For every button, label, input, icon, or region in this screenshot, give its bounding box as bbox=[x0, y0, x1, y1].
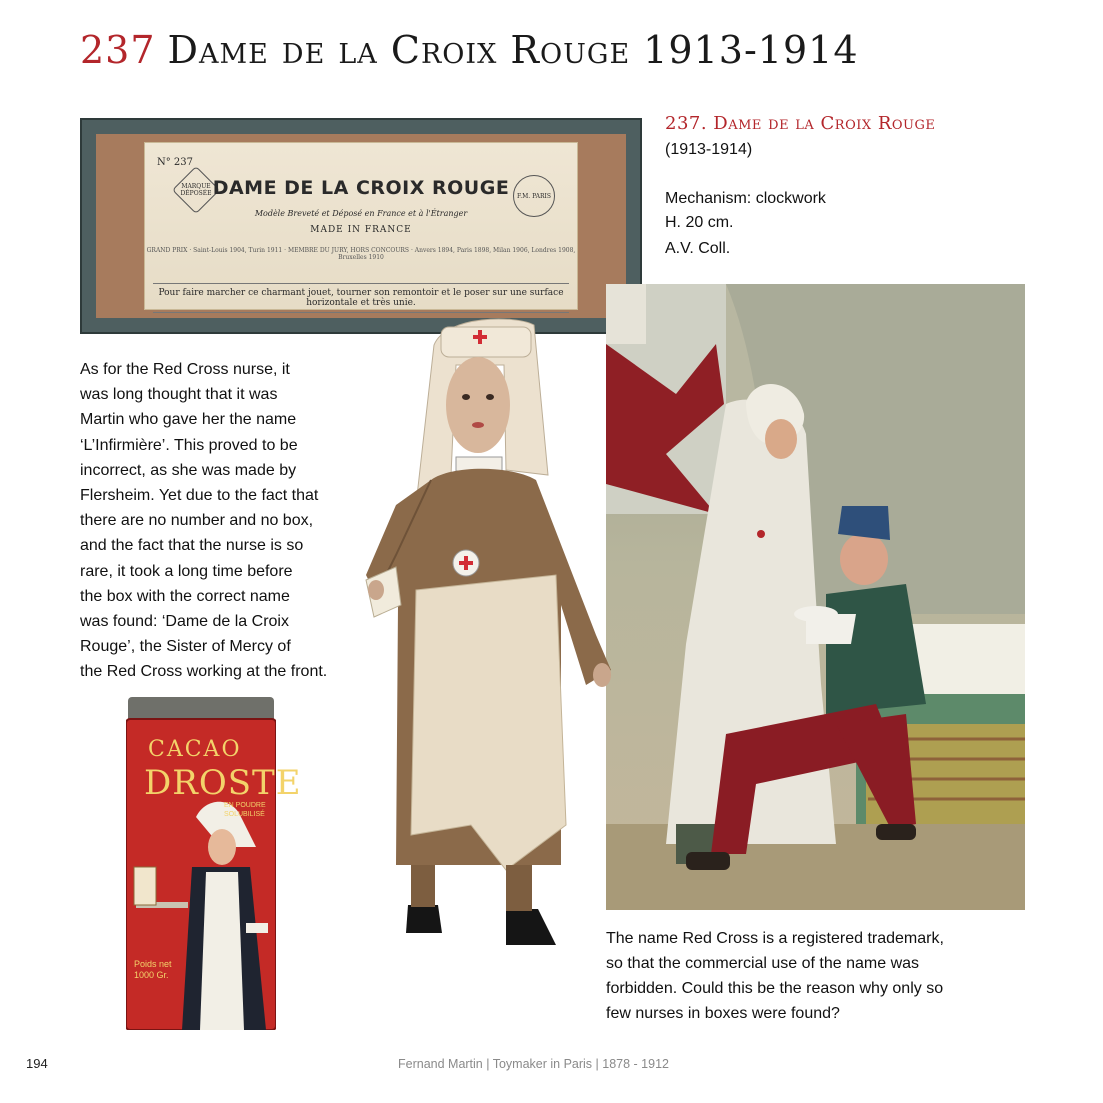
tin-weight: Poids net 1000 Gr. bbox=[134, 959, 172, 980]
note-paragraph bbox=[606, 926, 1026, 1026]
box-small-print: GRAND PRIX · Saint-Louis 1904, Turin 1911 · MEMBRE DU JURY, HORS CONCOURS · Anvers 1894, Paris 1898, Milan 1906, Londres 1908, Bruxelles 1910 bbox=[146, 247, 576, 261]
page-number: 194 bbox=[26, 1056, 48, 1071]
nurse-soldier-illustration bbox=[606, 284, 1025, 910]
note-line: The name Red Cross is a registered trademark, bbox=[606, 930, 944, 947]
nurse-soldier-photo bbox=[606, 284, 1025, 910]
box-instructions: Pour faire marcher ce charmant jouet, tourner son remontoir et le poser sur une surface horizontale et très unie. bbox=[153, 283, 569, 313]
body-line: the box with the correct name bbox=[80, 587, 290, 605]
box-frame bbox=[96, 134, 626, 318]
caption-height: H. 20 cm. bbox=[665, 214, 734, 231]
tin-brand-top: CACAO bbox=[148, 737, 242, 762]
tin-brand-main: DROSTE bbox=[144, 763, 302, 803]
title-text: Dame de la Croix Rouge 1913-1914 bbox=[167, 28, 859, 72]
box-name: DAME DE LA CROIX ROUGE bbox=[212, 177, 510, 199]
droste-cocoa-tin-image bbox=[126, 697, 302, 1030]
body-paragraph bbox=[80, 357, 380, 685]
note-line: few nurses in boxes were found? bbox=[606, 1005, 840, 1022]
nurse-doll-image bbox=[356, 305, 618, 955]
body-line: the Red Cross working at the front. bbox=[80, 663, 328, 681]
body-line: Rouge’, the Sister of Mercy of bbox=[80, 638, 291, 656]
body-line: ‘L’Infirmière’. This proved to be bbox=[80, 436, 298, 454]
seal-right-text: F.M. PARIS bbox=[517, 192, 551, 200]
nurse-doll-illustration bbox=[356, 305, 618, 955]
body-line: was found: ‘Dame de la Croix bbox=[80, 613, 289, 631]
body-line: Flersheim. Yet due to the fact that bbox=[80, 487, 319, 505]
box-number: N° 237 bbox=[157, 157, 194, 168]
body-line: rare, it took a long time before bbox=[80, 562, 293, 580]
seal-left-text: MARQUE DÉPOSÉE bbox=[180, 183, 212, 197]
note-line: forbidden. Could this be the reason why only so bbox=[606, 980, 944, 997]
body-line: incorrect, as she was made by bbox=[80, 461, 297, 479]
box-subtitle: Modèle Breveté et Déposé en France et à l'Étranger bbox=[254, 209, 468, 218]
caption-collection: A.V. Coll. bbox=[665, 240, 731, 257]
box-made-in: MADE IN FRANCE bbox=[310, 225, 412, 235]
box-label-image bbox=[80, 118, 642, 334]
running-footer: Fernand Martin | Toymaker in Paris | 1878 - 1912 bbox=[398, 1057, 669, 1071]
body-line: As for the Red Cross nurse, it bbox=[80, 361, 290, 378]
caption-title: 237. Dame de la Croix Rouge bbox=[665, 113, 936, 134]
body-line: there are no number and no box, bbox=[80, 512, 314, 530]
item-number: 237 bbox=[80, 28, 156, 72]
body-line: Martin who gave her the name bbox=[80, 411, 297, 429]
caption-years: (1913-1914) bbox=[665, 141, 753, 158]
box-label-paper bbox=[144, 142, 578, 310]
page-title bbox=[80, 28, 859, 72]
body-line: was long thought that it was bbox=[80, 386, 278, 404]
caption-mechanism: Mechanism: clockwork bbox=[665, 190, 826, 207]
tin-small-print: EN POUDRE SOLUBILISÉ bbox=[224, 802, 266, 818]
note-line: so that the commercial use of the name was bbox=[606, 955, 920, 972]
body-line: and the fact that the nurse is so bbox=[80, 537, 304, 555]
